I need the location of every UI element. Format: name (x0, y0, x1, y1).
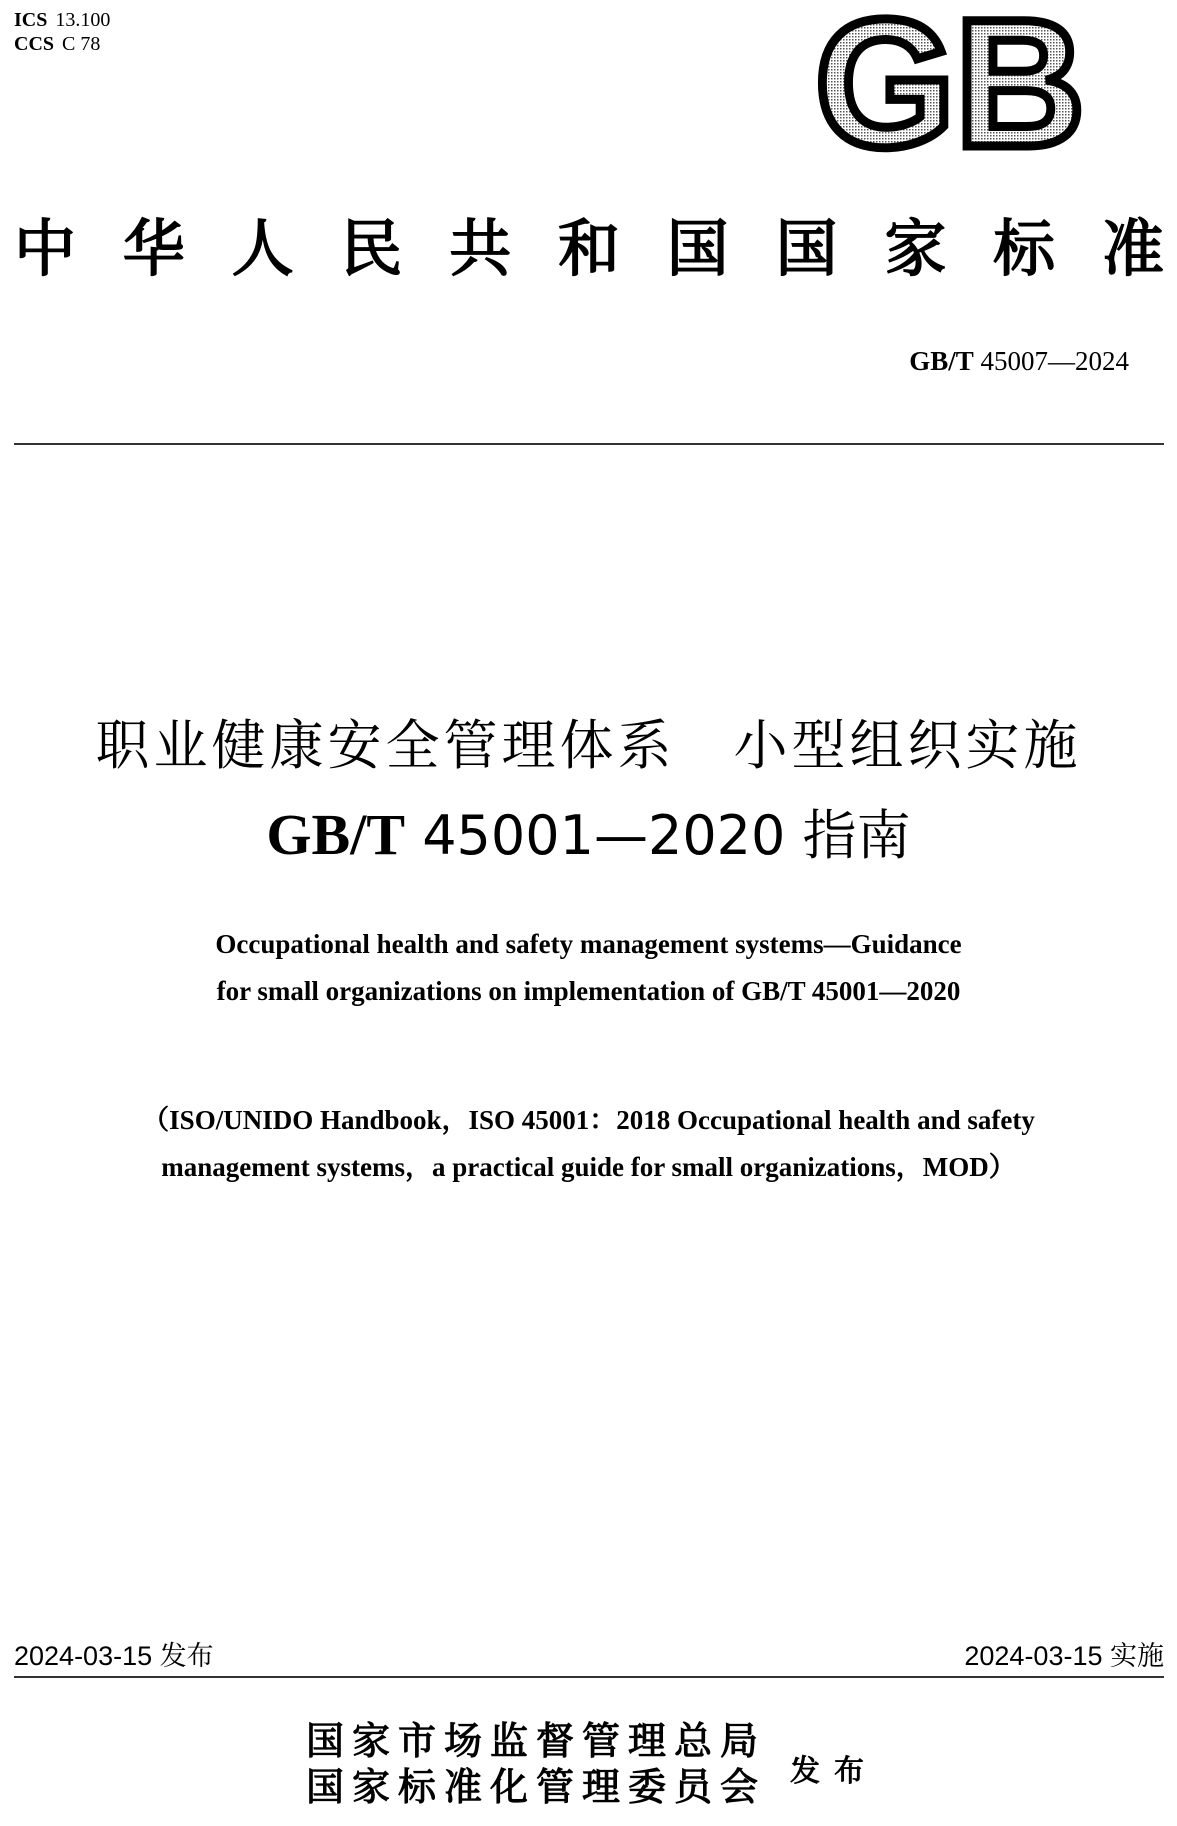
classification-codes (14, 8, 110, 56)
adoption-note (0, 1097, 1177, 1191)
publishers (306, 1718, 766, 1810)
gb-logo (810, 12, 1090, 154)
bottom-divider (14, 1676, 1164, 1678)
adoption-line1: （ISO/UNIDO Handbook，ISO 45001：2018 Occupational health and safety (142, 1105, 1035, 1135)
heading-char: 标 (993, 212, 1056, 285)
heading-char: 中 (14, 212, 77, 285)
ccs-code: CCS C 78 (14, 33, 101, 55)
heading-char: 国 (775, 212, 838, 285)
heading-char: 和 (557, 212, 620, 285)
heading-char: 国 (666, 212, 729, 285)
title-en-line1: Occupational health and safety management systems—Guidance (215, 929, 962, 959)
title-cn-line2: GB/T 45001—2020 指南 (266, 802, 911, 867)
standard-number: GB/T 45007—2024 (909, 346, 1129, 376)
ics-code: ICS 13.100 (14, 9, 111, 31)
implementation-date: 2024-03-15 实施 (964, 1641, 1164, 1671)
heading-char: 人 (231, 212, 294, 285)
heading-char: 华 (122, 212, 185, 285)
adoption-line2: management systems，a practical guide for small organizations，MOD） (161, 1152, 1016, 1182)
heading-char: 民 (340, 212, 403, 285)
heading-char: 准 (1101, 212, 1164, 285)
publish-label: 发布 (790, 1754, 878, 1789)
svg-text:GB: GB (815, 12, 1085, 154)
heading-char: 家 (884, 212, 947, 285)
title-cn-line1: 职业健康安全管理体系 小型组织实施 (95, 714, 1082, 777)
issue-date: 2024-03-15 发布 (14, 1641, 214, 1671)
top-divider (14, 443, 1164, 445)
heading-char: 共 (449, 212, 512, 285)
national-standard-heading (14, 212, 1164, 286)
title-en (0, 921, 1177, 1015)
title-en-line2: for small organizations on implementation of GB/T 45001—2020 (216, 976, 961, 1006)
publisher-samr: 国家市场监督管理总局 (306, 1718, 767, 1763)
publisher-sac: 国家标准化管理委员会 (306, 1764, 767, 1809)
